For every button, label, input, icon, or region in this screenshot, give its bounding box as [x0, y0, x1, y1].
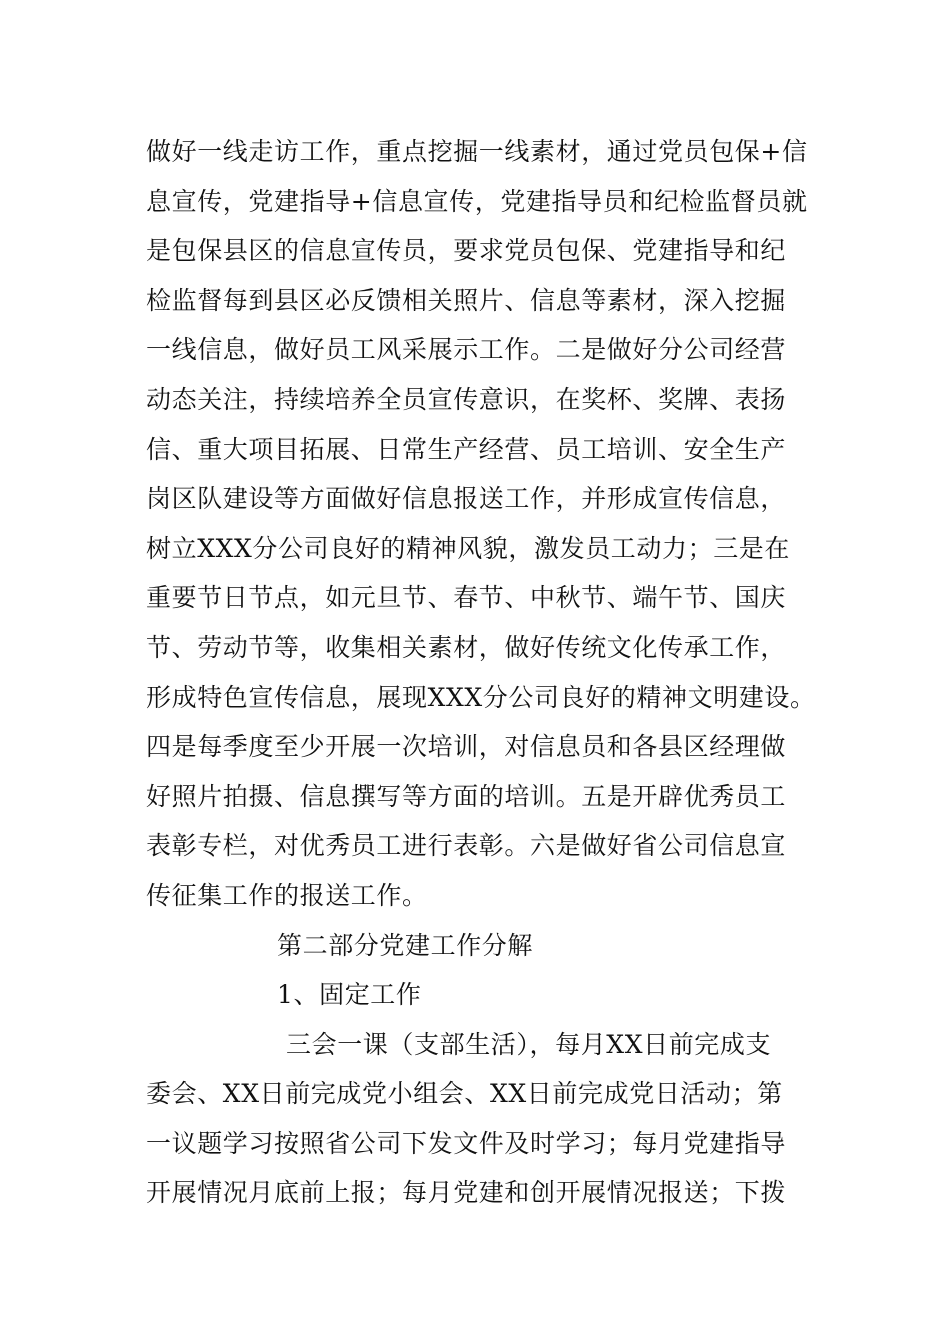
paragraph-line: 三会一课（支部生活），每月XX日前完成支: [286, 1029, 772, 1059]
paragraph-line: 开展情况月底前上报；每月党建和创开展情况报送；下拨: [146, 1178, 787, 1208]
body-line: 好照片拍摄、信息撰写等方面的培训。五是开辟优秀员工: [146, 781, 787, 811]
body-line: 是包保县区的信息宣传员，要求党员包保、党建指导和纪: [146, 236, 787, 266]
paragraph-line: 委会、XX日前完成党小组会、XX日前完成党日活动；第: [146, 1079, 783, 1109]
body-line: 信、重大项目拓展、日常生产经营、员工培训、安全生产: [146, 434, 787, 464]
document-body: [146, 127, 826, 1218]
body-line: 表彰专栏，对优秀员工进行表彰。六是做好省公司信息宣: [146, 831, 787, 861]
body-line: 息宣传，党建指导+信息宣传，党建指导员和纪检监督员就: [146, 186, 808, 216]
body-line: 四是每季度至少开展一次培训，对信息员和各县区经理做: [146, 732, 787, 762]
section-heading: 第二部分党建工作分解: [277, 930, 534, 960]
body-line: 做好一线走访工作，重点挖掘一线素材，通过党员包保+信: [146, 137, 808, 166]
body-line: 动态关注，持续培养全员宣传意识，在奖杯、奖牌、表扬: [146, 384, 787, 414]
body-line: 节、劳动节等，收集相关素材，做好传统文化传承工作，: [146, 632, 787, 662]
body-line: 重要节日节点，如元旦节、春节、中秋节、端午节、国庆: [146, 583, 787, 613]
body-line: 形成特色宣传信息，展现XXX分公司良好的精神文明建设。: [146, 682, 816, 712]
body-line: 传征集工作的报送工作。: [146, 880, 428, 910]
paragraph-line: 一议题学习按照省公司下发文件及时学习；每月党建指导: [146, 1128, 787, 1158]
body-line: 岗区队建设等方面做好信息报送工作，并形成宣传信息，: [146, 484, 787, 514]
body-line: 一线信息，做好员工风采展示工作。二是做好分公司经营: [146, 335, 787, 365]
body-line: 树立XXX分公司良好的精神风貌，激发员工动力；三是在: [146, 533, 790, 563]
sub-heading: 1、固定工作: [277, 980, 422, 1010]
body-line: 检监督每到县区必反馈相关照片、信息等素材，深入挖掘: [146, 285, 787, 315]
